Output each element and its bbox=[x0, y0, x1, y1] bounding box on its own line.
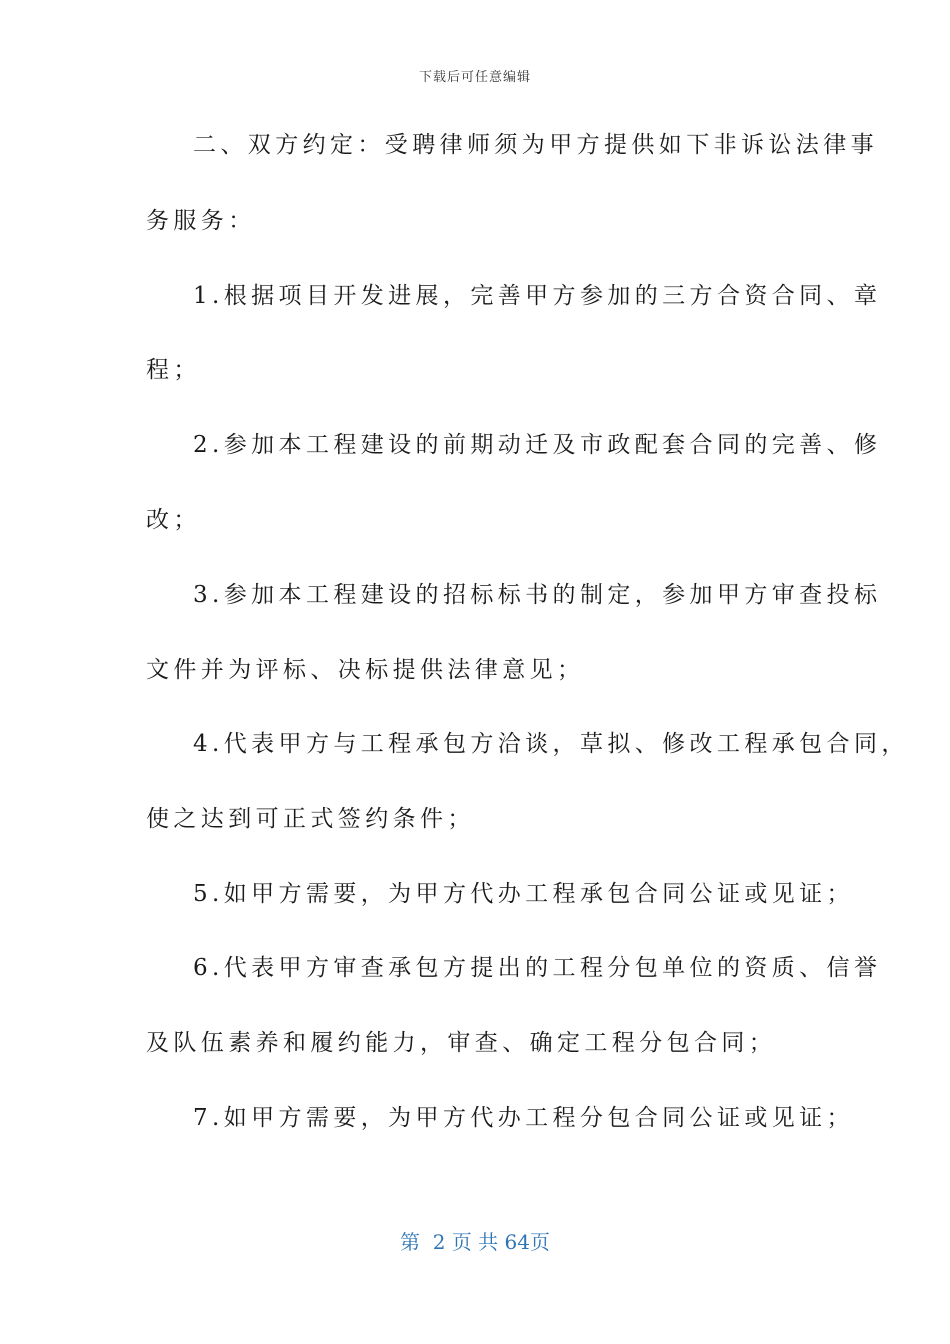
paragraph-line: 1.根据项目开发进展，完善甲方参加的三方合资合同、章 bbox=[193, 283, 882, 309]
paragraph-line: 4.代表甲方与工程承包方洽谈，草拟、修改工程承包合同， bbox=[193, 731, 909, 757]
footer-suffix: 页 bbox=[529, 1230, 550, 1254]
paragraph-line: 程； bbox=[146, 357, 201, 383]
paragraph-line: 及队伍素养和履约能力，审查、确定工程分包合同； bbox=[146, 1030, 777, 1056]
footer-middle: 页 共 bbox=[451, 1230, 499, 1254]
total-pages-number: 64 bbox=[504, 1230, 530, 1254]
paragraph-line: 务服务： bbox=[146, 208, 256, 234]
paragraph-line: 2.参加本工程建设的前期动迁及市政配套合同的完善、修 bbox=[193, 432, 882, 458]
paragraph-line: 使之达到可正式签约条件； bbox=[146, 806, 475, 832]
header-note: 下载后可任意编辑 bbox=[418, 70, 531, 85]
paragraph-line: 7.如甲方需要，为甲方代办工程分包合同公证或见证； bbox=[193, 1105, 854, 1131]
paragraph-line: 5.如甲方需要，为甲方代办工程承包合同公证或见证； bbox=[193, 881, 854, 907]
paragraph-line: 文件并为评标、决标提供法律意见； bbox=[146, 657, 585, 683]
paragraph-line: 二、双方约定：受聘律师须为甲方提供如下非诉讼法律事 bbox=[193, 132, 878, 158]
page-footer bbox=[0, 1226, 950, 1255]
current-page-number: 2 bbox=[432, 1230, 446, 1254]
footer-prefix: 第 bbox=[400, 1230, 420, 1254]
paragraph-line: 6.代表甲方审查承包方提出的工程分包单位的资质、信誉 bbox=[193, 955, 882, 981]
paragraph-line: 改； bbox=[146, 507, 201, 533]
paragraph-line: 3.参加本工程建设的招标标书的制定，参加甲方审查投标 bbox=[193, 582, 882, 608]
